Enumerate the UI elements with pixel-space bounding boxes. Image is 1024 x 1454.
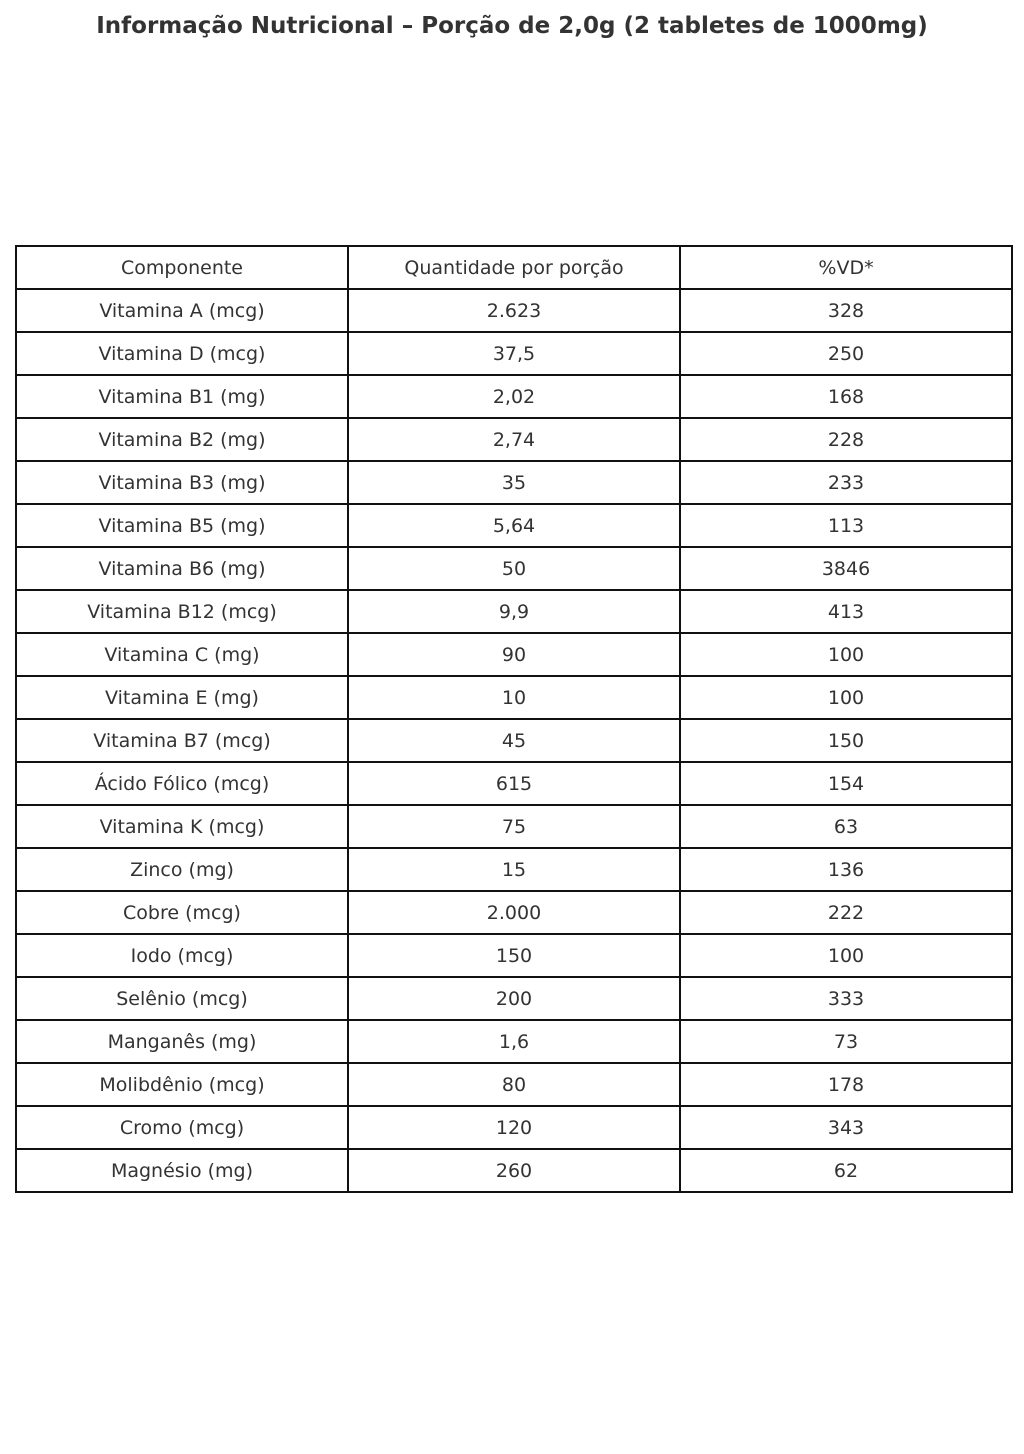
component-cell: Vitamina B5 (mg) (16, 504, 348, 547)
component-cell: Cobre (mcg) (16, 891, 348, 934)
quantity-cell: 5,64 (348, 504, 680, 547)
component-cell: Vitamina B12 (mcg) (16, 590, 348, 633)
quantity-cell: 15 (348, 848, 680, 891)
daily-value-cell: 100 (680, 934, 1012, 977)
table-row (16, 719, 1012, 762)
nutrition-table (15, 245, 1013, 1193)
table-row (16, 1063, 1012, 1106)
daily-value-cell: 333 (680, 977, 1012, 1020)
quantity-cell: 260 (348, 1149, 680, 1192)
table-row (16, 418, 1012, 461)
component-cell: Cromo (mcg) (16, 1106, 348, 1149)
table-row (16, 375, 1012, 418)
component-cell: Vitamina A (mcg) (16, 289, 348, 332)
component-cell: Vitamina B2 (mg) (16, 418, 348, 461)
daily-value-cell: 168 (680, 375, 1012, 418)
quantity-cell: 200 (348, 977, 680, 1020)
quantity-cell: 120 (348, 1106, 680, 1149)
table-row (16, 848, 1012, 891)
component-cell: Vitamina B1 (mg) (16, 375, 348, 418)
daily-value-cell: 413 (680, 590, 1012, 633)
quantity-cell: 75 (348, 805, 680, 848)
table-row (16, 547, 1012, 590)
quantity-cell: 9,9 (348, 590, 680, 633)
table-row (16, 977, 1012, 1020)
component-cell: Vitamina K (mcg) (16, 805, 348, 848)
quantity-cell: 10 (348, 676, 680, 719)
quantity-cell: 150 (348, 934, 680, 977)
daily-value-cell: 250 (680, 332, 1012, 375)
component-cell: Iodo (mcg) (16, 934, 348, 977)
daily-value-cell: 228 (680, 418, 1012, 461)
column-header-componente: Componente (16, 246, 348, 289)
table-row (16, 590, 1012, 633)
column-header-quantidade: Quantidade por porção (348, 246, 680, 289)
component-cell: Vitamina D (mcg) (16, 332, 348, 375)
daily-value-cell: 178 (680, 1063, 1012, 1106)
quantity-cell: 1,6 (348, 1020, 680, 1063)
component-cell: Vitamina C (mg) (16, 633, 348, 676)
daily-value-cell: 100 (680, 633, 1012, 676)
daily-value-cell: 73 (680, 1020, 1012, 1063)
daily-value-cell: 328 (680, 289, 1012, 332)
table-body (16, 289, 1012, 1192)
quantity-cell: 2.623 (348, 289, 680, 332)
component-cell: Selênio (mcg) (16, 977, 348, 1020)
table-row (16, 676, 1012, 719)
table-header-row (16, 246, 1012, 289)
table-row (16, 805, 1012, 848)
component-cell: Zinco (mg) (16, 848, 348, 891)
quantity-cell: 90 (348, 633, 680, 676)
table-row (16, 1106, 1012, 1149)
table-row (16, 289, 1012, 332)
quantity-cell: 2,02 (348, 375, 680, 418)
component-cell: Manganês (mg) (16, 1020, 348, 1063)
table-row (16, 1020, 1012, 1063)
table-row (16, 504, 1012, 547)
daily-value-cell: 113 (680, 504, 1012, 547)
daily-value-cell: 136 (680, 848, 1012, 891)
component-cell: Vitamina E (mg) (16, 676, 348, 719)
component-cell: Molibdênio (mcg) (16, 1063, 348, 1106)
table-row (16, 1149, 1012, 1192)
daily-value-cell: 154 (680, 762, 1012, 805)
column-header-vd: %VD* (680, 246, 1012, 289)
quantity-cell: 45 (348, 719, 680, 762)
component-cell: Vitamina B6 (mg) (16, 547, 348, 590)
daily-value-cell: 233 (680, 461, 1012, 504)
quantity-cell: 2.000 (348, 891, 680, 934)
table-row (16, 332, 1012, 375)
quantity-cell: 50 (348, 547, 680, 590)
daily-value-cell: 343 (680, 1106, 1012, 1149)
quantity-cell: 37,5 (348, 332, 680, 375)
daily-value-cell: 100 (680, 676, 1012, 719)
daily-value-cell: 3846 (680, 547, 1012, 590)
table-row (16, 934, 1012, 977)
component-cell: Vitamina B7 (mcg) (16, 719, 348, 762)
component-cell: Ácido Fólico (mcg) (16, 762, 348, 805)
daily-value-cell: 150 (680, 719, 1012, 762)
daily-value-cell: 222 (680, 891, 1012, 934)
page-title: Informação Nutricional – Porção de 2,0g (2 tabletes de 1000mg) (96, 13, 928, 39)
quantity-cell: 2,74 (348, 418, 680, 461)
table-row (16, 461, 1012, 504)
table-row (16, 633, 1012, 676)
table-row (16, 762, 1012, 805)
daily-value-cell: 62 (680, 1149, 1012, 1192)
table-row (16, 891, 1012, 934)
component-cell: Vitamina B3 (mg) (16, 461, 348, 504)
daily-value-cell: 63 (680, 805, 1012, 848)
quantity-cell: 80 (348, 1063, 680, 1106)
quantity-cell: 35 (348, 461, 680, 504)
quantity-cell: 615 (348, 762, 680, 805)
component-cell: Magnésio (mg) (16, 1149, 348, 1192)
